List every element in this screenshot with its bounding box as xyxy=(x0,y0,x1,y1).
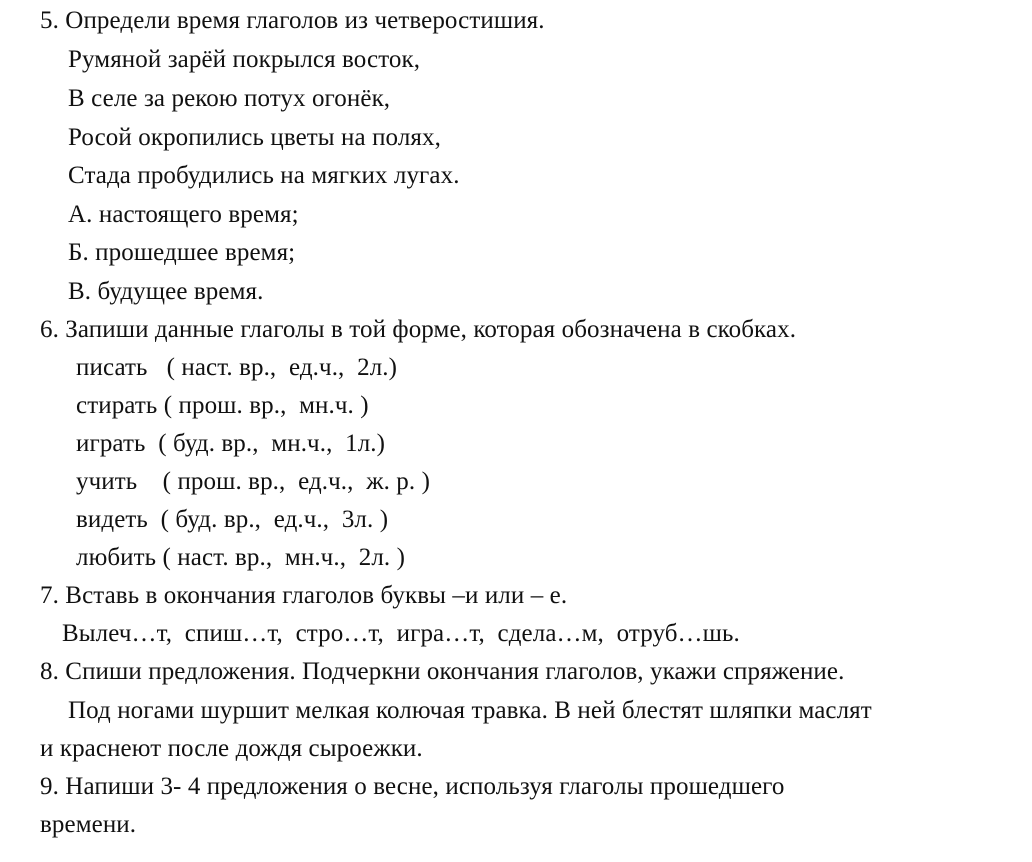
verb-form-item: учить ( прош. вр., ед.ч., ж. р. ) xyxy=(76,468,430,495)
poem-line-3: Росой окропились цветы на полях, xyxy=(68,124,441,151)
verb-form-item: стирать ( прош. вр., мн.ч. ) xyxy=(76,392,369,419)
verb-form-item: играть ( буд. вр., мн.ч., 1л.) xyxy=(76,430,386,457)
task-6-title: 6. Запиши данные глаголы в той форме, которая обозначена в скобках. xyxy=(40,316,797,343)
verb-form-item: любить ( наст. вр., мн.ч., 2л. ) xyxy=(76,544,406,571)
task-8-text-line-1: Под ногами шуршит мелкая колючая травка. В ней блестят шляпки маслят xyxy=(68,697,872,724)
answer-option-a: А. настоящего время; xyxy=(68,201,299,228)
poem-line-2: В селе за рекою потух огонёк, xyxy=(68,85,391,112)
task-9-title-line-1: 9. Напиши 3- 4 предложения о весне, используя глаголы прошедшего xyxy=(40,773,785,800)
task-7-title: 7. Вставь в окончания глаголов буквы –и или – е. xyxy=(40,582,568,609)
verb-form-item: видеть ( буд. вр., ед.ч., 3л. ) xyxy=(76,506,389,533)
task-8-text-line-2: и краснеют после дождя сыроежки. xyxy=(40,735,423,762)
poem-line-1: Румяной зарёй покрылся восток, xyxy=(68,46,421,73)
task-7-words: Вылеч…т, спиш…т, стро…т, игра…т, сдела…м, отруб…шь. xyxy=(62,620,740,647)
verb-form-item: писать ( наст. вр., ед.ч., 2л.) xyxy=(76,354,398,381)
answer-option-v: В. будущее время. xyxy=(68,278,264,305)
poem-line-4: Стада пробудились на мягких лугах. xyxy=(68,162,460,189)
task-5-title: 5. Определи время глаголов из четверостишия. xyxy=(40,7,545,34)
task-9-title-line-2: времени. xyxy=(40,811,137,838)
task-8-title: 8. Спиши предложения. Подчеркни окончания глаголов, укажи спряжение. xyxy=(40,658,845,685)
answer-option-b: Б. прошедшее время; xyxy=(68,239,296,266)
